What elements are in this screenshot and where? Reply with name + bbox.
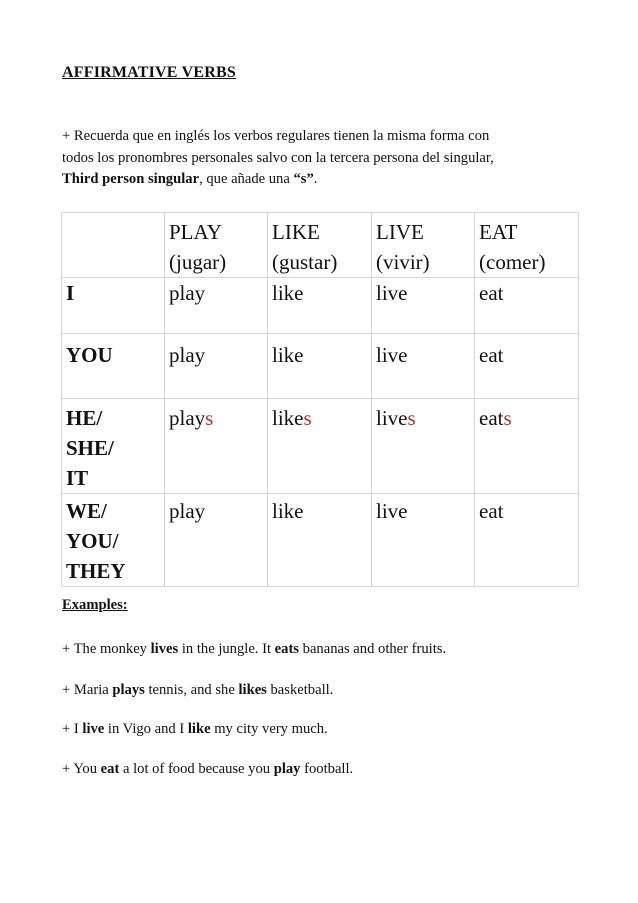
example-text: basketball. — [266, 682, 334, 698]
verb-form: eat — [479, 499, 504, 523]
verb-form: play — [169, 499, 206, 523]
verb-cell — [475, 278, 579, 334]
verb-form: live — [376, 281, 408, 305]
example-text: my city very much. — [210, 721, 328, 737]
verb-table — [61, 212, 579, 587]
pronoun-text: I — [66, 281, 75, 305]
header-verb: LIKE — [272, 220, 320, 244]
verb-cell — [268, 494, 372, 587]
verb-stem: like — [272, 406, 304, 430]
example-text: + Maria — [62, 682, 113, 698]
pronoun-text: YOU — [66, 343, 113, 367]
pronoun-cell — [62, 399, 165, 494]
example-sentence — [62, 680, 333, 700]
example-verb: eats — [274, 641, 299, 657]
header-empty-cell — [62, 213, 165, 278]
verb-form: play — [169, 343, 206, 367]
page-title: AFFIRMATIVE VERBS — [62, 64, 236, 81]
verb-cell — [372, 494, 475, 587]
table-row-we-you-they — [62, 494, 579, 587]
verb-cell — [475, 494, 579, 587]
verb-form: eat — [479, 343, 504, 367]
verb-form: live — [376, 343, 408, 367]
example-text: in Vigo and I — [104, 721, 188, 737]
header-translation: (gustar) — [272, 250, 338, 274]
example-verb: plays — [112, 682, 145, 698]
example-verb: like — [187, 721, 211, 737]
verb-cell — [475, 399, 579, 494]
header-cell-live — [372, 213, 475, 278]
verb-cell — [372, 399, 475, 494]
verb-cell — [268, 334, 372, 399]
intro-bold-s: “s” — [293, 171, 314, 187]
example-sentence — [62, 759, 353, 779]
header-translation: (comer) — [479, 250, 546, 274]
table-row-he-she-it — [62, 399, 579, 494]
header-verb: LIVE — [376, 220, 424, 244]
example-sentence — [62, 719, 328, 739]
header-cell-like — [268, 213, 372, 278]
verb-ending: s — [205, 406, 214, 430]
pronoun-text: SHE/ — [66, 436, 114, 460]
verb-cell — [165, 278, 268, 334]
verb-form: live — [376, 499, 408, 523]
header-cell-play — [165, 213, 268, 278]
example-text: in the jungle. It — [178, 641, 275, 657]
example-verb: eat — [100, 761, 120, 777]
intro-mid-text: , que añade una — [199, 171, 294, 187]
verb-ending: s — [407, 406, 416, 430]
intro-line-1: + Recuerda que en inglés los verbos regulares tienen la misma forma con — [62, 128, 490, 144]
verb-form: like — [272, 499, 304, 523]
verb-cell — [475, 334, 579, 399]
pronoun-cell — [62, 278, 165, 334]
header-translation: (vivir) — [376, 250, 430, 274]
verb-form: like — [272, 281, 304, 305]
verb-ending: s — [303, 406, 312, 430]
header-translation: (jugar) — [169, 250, 227, 274]
pronoun-cell — [62, 494, 165, 587]
header-verb: EAT — [479, 220, 518, 244]
table-row-i — [62, 278, 579, 334]
example-text: + You — [62, 761, 101, 777]
verb-form: like — [272, 343, 304, 367]
pronoun-text: YOU/ — [66, 529, 119, 553]
intro-bold-term: Third person singular — [62, 171, 200, 187]
example-text: bananas and other fruits. — [299, 641, 447, 657]
verb-ending: s — [503, 406, 512, 430]
example-text: football. — [300, 761, 354, 777]
header-verb: PLAY — [169, 220, 222, 244]
example-sentence — [62, 639, 446, 659]
example-text: a lot of food because you — [119, 761, 274, 777]
pronoun-text: IT — [66, 466, 89, 490]
header-cell-eat — [475, 213, 579, 278]
table-header-row — [62, 213, 579, 278]
intro-paragraph — [62, 126, 582, 191]
verb-cell — [165, 334, 268, 399]
example-text: + The monkey — [62, 641, 151, 657]
pronoun-cell — [62, 334, 165, 399]
pronoun-text: HE/ — [66, 406, 103, 430]
example-verb: lives — [150, 641, 179, 657]
verb-cell — [372, 334, 475, 399]
example-verb: play — [273, 761, 301, 777]
verb-stem: play — [169, 406, 206, 430]
verb-cell — [165, 494, 268, 587]
verb-form: play — [169, 281, 206, 305]
verb-cell — [268, 399, 372, 494]
intro-line-2: todos los pronombres personales salvo con la tercera persona del singular, — [62, 149, 494, 166]
pronoun-text: WE/ — [66, 499, 107, 523]
verb-stem: eat — [479, 406, 504, 430]
intro-end: . — [313, 171, 318, 187]
example-verb: likes — [238, 682, 267, 698]
pronoun-text: THEY — [66, 559, 126, 583]
example-verb: live — [82, 721, 105, 737]
example-text: + I — [62, 721, 83, 737]
example-text: tennis, and she — [144, 682, 239, 698]
examples-heading: Examples: — [62, 597, 128, 613]
table-row-you — [62, 334, 579, 399]
verb-cell — [372, 278, 475, 334]
verb-cell — [165, 399, 268, 494]
verb-form: eat — [479, 281, 504, 305]
verb-stem: live — [376, 406, 408, 430]
verb-cell — [268, 278, 372, 334]
